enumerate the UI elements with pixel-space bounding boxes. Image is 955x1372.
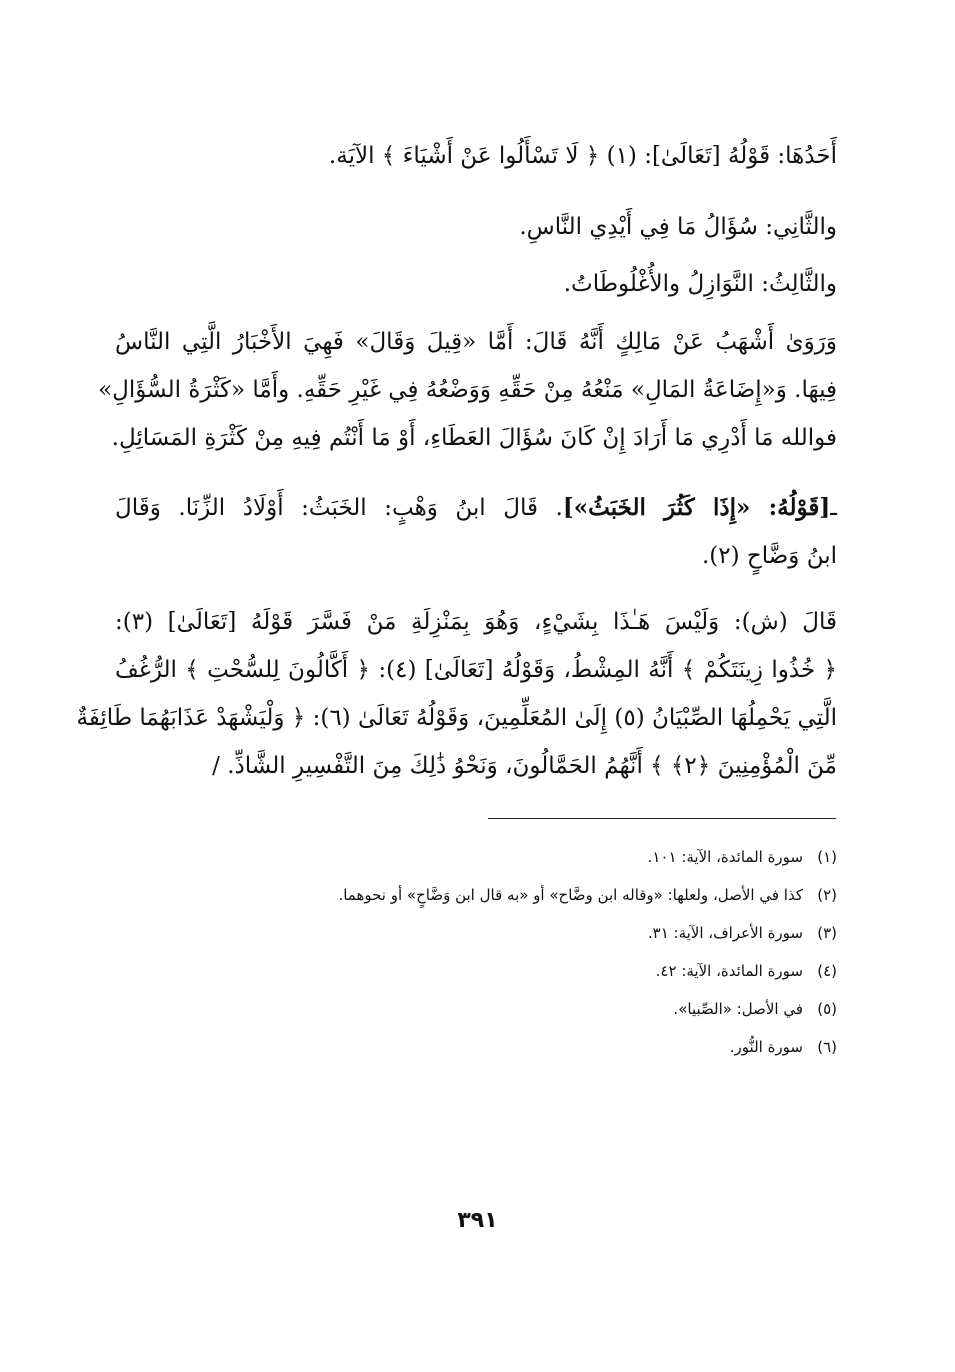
body-line-3: والثَّالِثُ: النَّوَازِلُ والأُغْلُوطَاتُ.	[563, 271, 837, 297]
paragraph-line	[115, 484, 837, 532]
paragraph-line: مِّنَ الْمُؤْمِنِينَ ﴿٢﴾ ﴾ أَنَّهُمُ الحَمَّالُونَ، وَنَحْوُ ذَٰلِكَ مِنَ التَّفْسِيرِ الشَّاذِّ. /	[212, 753, 837, 779]
footnote-text: في الأصل: «الصِّبيا».	[673, 1000, 803, 1018]
paragraph-line-rest: . قَالَ ابنُ وَهْبٍ: الخَبَثُ: أَوْلَادُ الزِّنَا. وَقَالَ	[115, 495, 563, 521]
footnote-divider	[488, 818, 836, 819]
footnote-item	[115, 914, 837, 952]
quoted-phrase: [قَوْلُهُ: «إِذَا كَثُرَ الخَبَثُ»]	[562, 494, 831, 521]
paragraph-commentary	[76, 598, 837, 790]
footnote-item	[115, 990, 837, 1028]
footnote-item	[115, 1028, 837, 1066]
paragraph-line: قَالَ (ش): وَلَيْسَ هَـٰذَا بِشَيْءٍ، وَهُوَ بِمَنْزِلَةِ مَنْ فَسَّرَ قَوْلَهُ [تَعَالَىٰ] (٣):	[115, 609, 837, 635]
footnote-item	[115, 838, 837, 876]
footnote-text: كذا في الأصل، ولعلها: «وقاله ابن وضَّاح» أو «به قال ابن وَضَّاحٍ» أو نحوهما.	[338, 886, 803, 904]
footnote-text: سورة الأعراف، الآية: ٣١.	[647, 924, 803, 942]
footnote-text: سورة المائدة، الآية: ١٠١.	[647, 848, 803, 866]
footnote-number: (١)	[817, 848, 837, 866]
footnote-number: (٢)	[817, 886, 837, 904]
dash: ـ	[830, 495, 837, 521]
paragraph-line: فوالله مَا أَدْرِي مَا أَرَادَ إِنْ كَانَ سُؤَالَ العَطَاءِ، أَوْ مَا أَنْتُم فِيهِ مِنْ كَثْرَةِ المَسَائِلِ.	[111, 425, 837, 451]
paragraph-line: ابنُ وَضَّاحٍ (٢).	[701, 543, 837, 569]
paragraph-ashhab	[98, 318, 837, 462]
paragraph-line: ﴿ خُذُوا زِينَتَكُمْ ﴾ أَنَّهُ المِشْطُ، وَقَوْلُهُ [تَعَالَىٰ] (٤): ﴿ أَكَّالُونَ لِلسُّحْتِ ﴾ الرُّغُفُ	[115, 657, 837, 683]
footnote-number: (٣)	[817, 924, 837, 942]
paragraph-line: فِيهَا. وَ«إِضَاعَةُ المَالِ» مَنْعُهُ مِنْ حَقِّهِ وَوَضْعُهُ فِي غَيْرِ حَقِّهِ. وأَمَّا «كَثْرَةُ السُّؤَالِ»	[98, 377, 837, 403]
footnotes-list	[115, 838, 837, 1066]
paragraph-khabath	[115, 484, 837, 580]
footnote-item	[115, 952, 837, 990]
paragraph-line: الَّتِي يَحْمِلُهَا الصِّبْيَانُ (٥) إِلَىٰ المُعَلِّمِينَ، وَقَوْلُهُ تَعَالَىٰ (٦): ﴿ وَلْيَشْهَدْ عَذَابَهُمَا طَائِفَةٌ	[76, 705, 837, 731]
footnote-item	[115, 876, 837, 914]
footnote-text: سورة المائدة، الآية: ٤٢.	[655, 962, 803, 980]
body-line-2: والثَّانِي: سُؤَالُ مَا فِي أَيْدِي النَّاسِ.	[519, 214, 837, 240]
footnote-number: (٥)	[817, 1000, 837, 1018]
footnote-number: (٦)	[817, 1038, 837, 1056]
footnote-text: سورة النُّور.	[729, 1038, 803, 1056]
page-number: ٣٩١	[457, 1208, 498, 1233]
paragraph-line: وَرَوَىٰ أَشْهَبُ عَنْ مَالِكٍ أَنَّهُ قَالَ: أَمَّا «قِيلَ وَقَالَ» فَهِيَ الأَخْبَارُ الَّتِي النَّاسُ	[115, 329, 837, 355]
body-line-1: أَحَدُهَا: قَوْلُهُ [تَعَالَىٰ]: (١) ﴿ لَا تَسْأَلُوا عَنْ أَشْيَاءَ ﴾ الآيَة.	[328, 143, 837, 169]
footnote-number: (٤)	[817, 962, 837, 980]
